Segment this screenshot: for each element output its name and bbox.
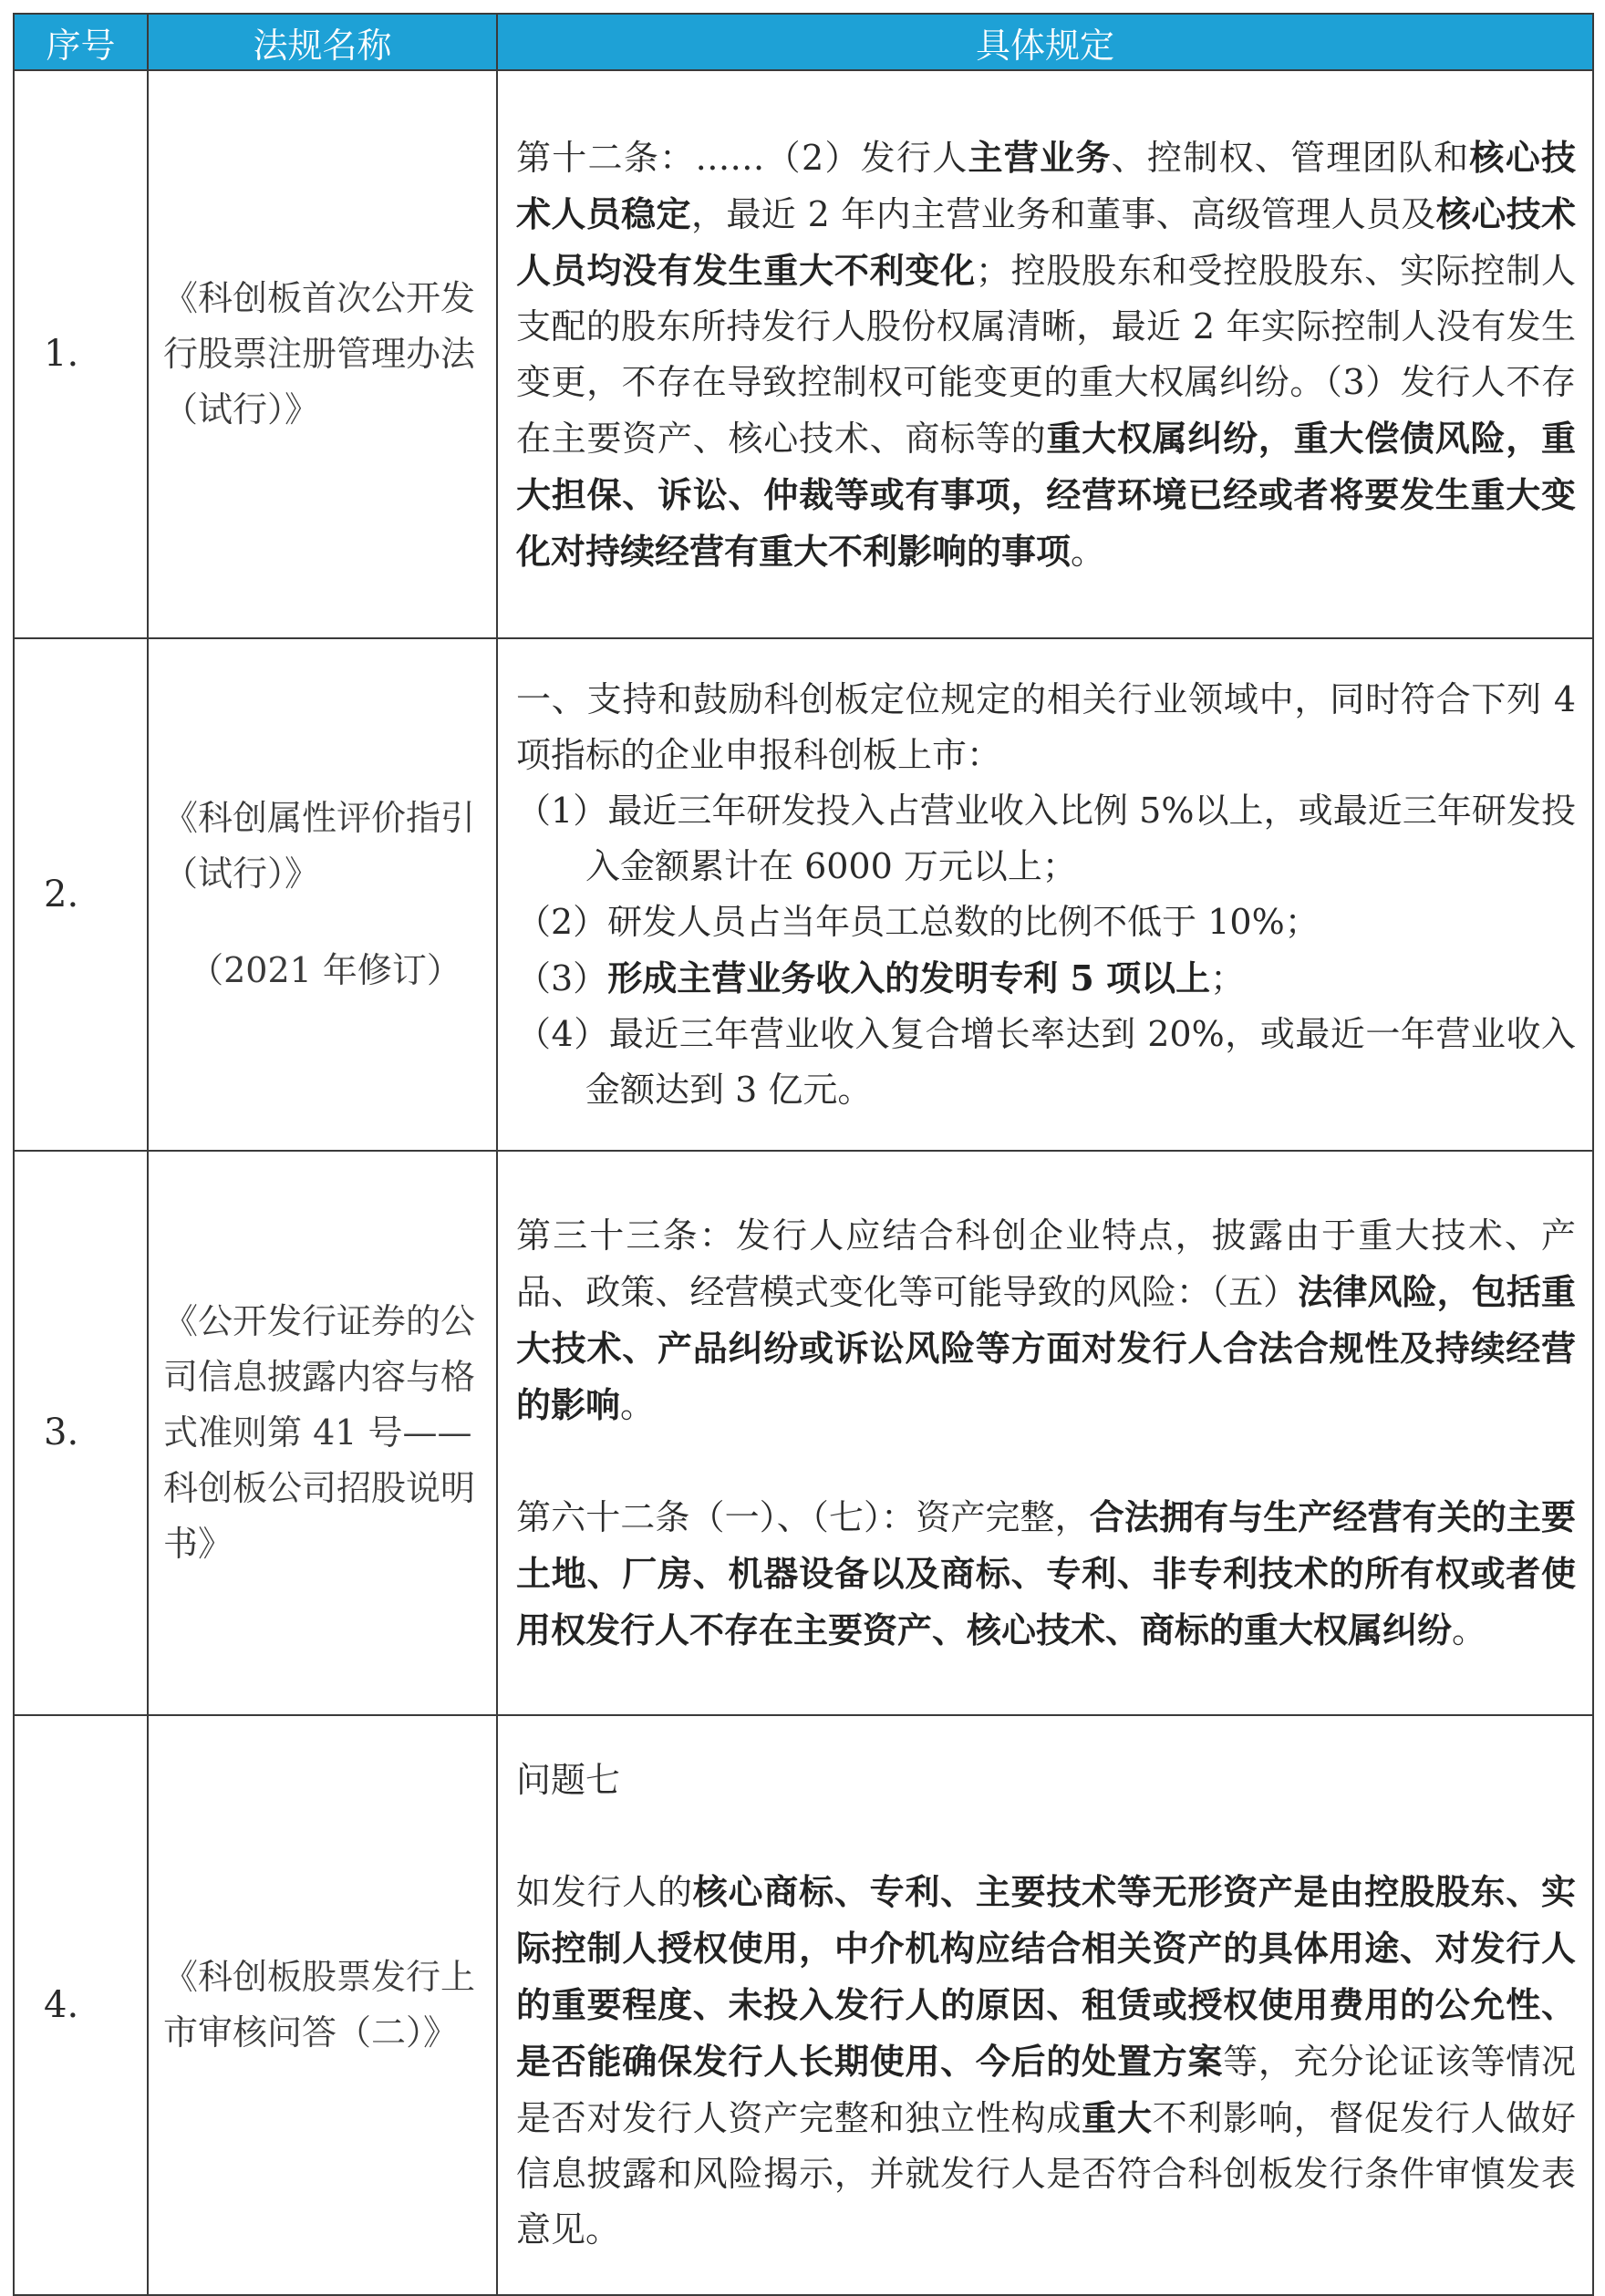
regulation-name-cell [148,1151,497,1715]
row-index: 1. [14,70,148,638]
provision-text: ； [1210,957,1246,998]
provision-text: 、控制权、管理团队和 [1111,137,1470,178]
provision-paragraph [516,1007,1576,1118]
provision-text: （3） [516,957,608,998]
provision-text: 等，充分论证该等情况是否对发行人资产完整和独立性构成 [516,2042,1576,2138]
regulation-name-cell [148,638,497,1151]
emphasized-text: 形成主营业务收入的发明专利 5 项以上 [607,957,1211,998]
provision-text: （2）研发人员占当年员工总数的比例不低于 10%； [516,901,1320,942]
provision-text: 。 [1452,1609,1487,1650]
provision-text: 一、支持和鼓励科创板定位规定的相关行业领域中，同时符合下列 4 项指标的企业申报科创板上市： [516,678,1576,775]
provision-content [497,638,1593,1151]
emphasized-text: 重大权属纠纷，重大偿债风险，重大担保、诉讼、仲裁等或有事项，经营环境已经或者将要发生重大变化对持续经营有重大不利影响的事项 [516,417,1576,572]
provision-paragraph [516,1489,1576,1659]
provision-content [497,1715,1593,2295]
regulation-name: 《科创板首次公开发行股票注册管理办法（试行）》 [163,278,476,429]
table-row [14,1715,1593,2295]
regulation-name-cell [148,1715,497,2295]
emphasized-text: 核心技术人员均没有发生重大不利变化 [516,192,1576,291]
provision-paragraph [516,129,1576,580]
provision-paragraph [516,895,1576,950]
row-index: 2. [14,638,148,1151]
emphasized-text: 主营业务 [968,136,1112,178]
provision-text: （4）最近三年营业收入复合增长率达到 20%，或最近一年营业收入金额达到 3 亿元。 [516,1013,1576,1110]
emphasized-text: 合法拥有与生产经营有关的主要土地、厂房、机器设备以及商标、专利、非专利技术的所有权或者使用权发行人不存在主要资产、核心技术、商标的重大权属纠纷 [516,1495,1576,1650]
regulations-table [13,13,1594,2296]
header-index: 序号 [14,14,148,70]
emphasized-text: 法律风险，包括重大技术、产品纠纷或诉讼风险等方面对发行人合法合规性及持续经营的影响 [516,1270,1576,1425]
provision-content [497,70,1593,638]
regulation-name: 《公开发行证券的公司信息披露内容与格式准则第 41 号——科创板公司招股说明书》 [163,1301,476,1564]
regulation-name: 《科创板股票发行上市审核问答（二）》 [163,1957,476,2053]
row-index: 4. [14,1715,148,2295]
provision-text: ，最近 2 年内主营业务和董事、高级管理人员及 [690,193,1436,234]
provision-paragraph [516,1208,1576,1433]
row-index: 3. [14,1151,148,1715]
table-body [14,70,1593,2295]
provision-text: 。 [1071,531,1106,572]
regulation-revision: （2021 年修订） [189,950,461,990]
provision-content [497,1151,1593,1715]
table-row [14,1151,1593,1715]
provision-text: 不利影响，督促发行人做好信息披露和风险揭示，并就发行人是否符合科创板发行条件审慎发表意见。 [516,2098,1576,2249]
provision-text: ；控股股东和受控股股东、实际控制人支配的股东所持发行人股份权属清晰，最近 2 年实际控制人没有发生变更，不存在导致控制权可能变更的重大权属纠纷。（3）发行人不存在主要资产、核心技术、商标等的 [516,250,1576,459]
provision-text: 。 [620,1384,656,1425]
provision-text: 如发行人的 [516,1872,693,1912]
provision-paragraph [516,672,1576,783]
regulation-name: 《科创属性评价指引（试行）》 [163,798,476,894]
emphasized-text: 核心商标、专利、主要技术等无形资产是由控股股东、实际控制人授权使用，中介机构应结合相关资产的具体用途、对发行人的重要程度、未投入发行人的原因、租赁或授权使用费用的公允性、是否能确保发行人长期使用、今后的处置方案 [516,1871,1576,2082]
header-name: 法规名称 [148,14,497,70]
provision-text: 问题七 [516,1760,621,1800]
table-header-row [14,14,1593,70]
provision-text: 第六十二条（一）、（七）：资产完整， [516,1496,1090,1537]
regulation-name-cell [148,70,497,638]
provision-text: 第三十三条：发行人应结合科创企业特点，披露由于重大技术、产品、政策、经营模式变化等可能导致的风险：（五） [516,1215,1576,1312]
provision-text: 第十二条：……（2）发行人 [516,137,968,178]
emphasized-text: 重大 [1082,2097,1153,2138]
provision-paragraph [516,783,1576,895]
provision-paragraph [516,950,1576,1007]
provision-paragraph [516,1753,1576,1808]
table-row [14,638,1593,1151]
provision-text: （1）最近三年研发投入占营业收入比例 5%以上，或最近三年研发投入金额累计在 6000 万元以上； [516,790,1576,886]
header-content: 具体规定 [497,14,1593,70]
table-row [14,70,1593,638]
emphasized-text: 核心技术人员稳定 [516,136,1576,234]
provision-paragraph [516,1864,1576,2258]
